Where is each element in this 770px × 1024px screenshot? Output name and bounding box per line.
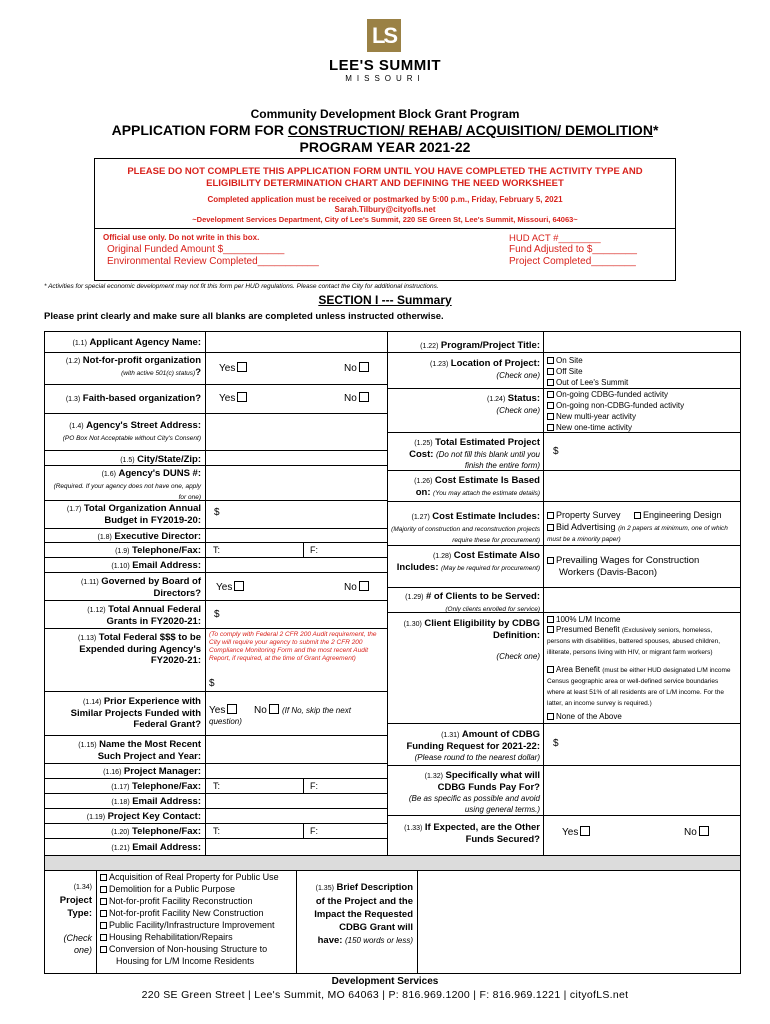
telephone-fax-label-1: (1.9) Telephone/Fax:: [115, 545, 201, 556]
faith-based-no-checkbox[interactable]: [359, 392, 369, 402]
type-option-infrastructure[interactable]: Public Facility/Infrastructure Improvement: [100, 920, 275, 931]
key-contact-label: (1.19) Project Key Contact:: [86, 811, 201, 822]
federal-expended-value[interactable]: $: [209, 678, 215, 689]
eligibility-option-none[interactable]: None of the Above: [547, 711, 622, 722]
cost-option-prevailing-wages[interactable]: Prevailing Wages for Construction Workers (Davis-Bacon): [547, 555, 699, 579]
board-yes-checkbox[interactable]: [234, 581, 244, 591]
board-no-checkbox[interactable]: [359, 581, 369, 591]
board-yes[interactable]: Yes: [216, 581, 244, 593]
status-label: (1.24) Status: (Check one): [486, 393, 540, 415]
status-option-new-one-time[interactable]: New one-time activity: [547, 422, 632, 433]
program-year: PROGRAM YEAR 2021-22: [299, 139, 471, 155]
project-manager-label: (1.16) Project Manager:: [103, 766, 201, 777]
prior-experience-yes[interactable]: Yes: [209, 704, 237, 716]
section-title: SECTION I --- Summary: [318, 293, 452, 307]
other-funds-no[interactable]: No: [684, 826, 709, 838]
applicant-agency-name-field[interactable]: [206, 332, 386, 352]
faith-based-yes-checkbox[interactable]: [237, 392, 247, 402]
funding-request-value[interactable]: $: [553, 738, 559, 749]
clients-served-label: (1.29) # of Clients to be Served: (Only clients enrolled for service): [405, 591, 540, 613]
nonprofit-no-checkbox[interactable]: [359, 362, 369, 372]
city-state-zip-label: (1.5) City/State/Zip:: [120, 454, 201, 465]
telephone-fax-label-2: (1.17) Telephone/Fax:: [111, 781, 201, 792]
program-name: Community Development Block Grant Program: [250, 107, 520, 121]
location-option-out-of-ls[interactable]: Out of Lee's Summit: [547, 377, 628, 388]
notice-line-2: ELIGIBILITY DETERMINATION CHART AND DEFINING THE NEED WORKSHEET: [206, 178, 564, 189]
official-environmental-review: Environmental Review Completed___________: [107, 256, 319, 267]
brief-description-field[interactable]: [418, 871, 740, 973]
email-label-2: (1.18) Email Address:: [111, 796, 201, 807]
nonprofit-no[interactable]: No: [344, 362, 369, 374]
notice-deadline: Completed application must be received or postmarked by 5:00 p.m., Friday, February 5, 2021: [207, 195, 563, 204]
email-label-1: (1.10) Email Address:: [111, 560, 201, 571]
cost-includes-label: (1.27) Cost Estimate Includes: (Majority of construction and reconstruction projects require these for procurement): [391, 511, 540, 544]
funding-request-label: (1.31) Amount of CDBG Funding Request for 2021-22: (Please round to the nearest dollar): [406, 729, 540, 762]
official-original-funded: Original Funded Amount $___________: [107, 244, 285, 255]
other-funds-no-checkbox[interactable]: [699, 826, 709, 836]
cost-also-includes-label: (1.28) Cost Estimate Also Includes: (May be required for procurement): [396, 550, 540, 573]
eligibility-option-100-lm[interactable]: 100% L/M Income: [547, 614, 620, 625]
city-logo-mark: LS: [367, 19, 401, 52]
city-logo-name: LEE'S SUMMIT: [328, 57, 442, 74]
prior-experience-skip-note: (If No, skip the next question): [209, 706, 351, 726]
client-eligibility-label: (1.30) Client Eligibility by CDBG Definition: (Check one): [403, 618, 540, 661]
other-funds-yes-checkbox[interactable]: [580, 826, 590, 836]
annual-budget-value[interactable]: $: [214, 507, 220, 518]
applicant-agency-name-label: (1.1) Applicant Agency Name:: [72, 337, 201, 348]
telephone-3[interactable]: T:: [213, 826, 221, 836]
type-option-demolition[interactable]: Demolition for a Public Purpose: [100, 884, 235, 895]
faith-based-label: (1.3) Faith-based organization?: [65, 393, 201, 404]
form-title: APPLICATION FORM FOR CONSTRUCTION/ REHAB/ ACQUISITION/ DEMOLITION*: [111, 122, 659, 138]
board-label: (1.11) Governed by Board of Directors?: [80, 576, 201, 599]
federal-grants-label: (1.12) Total Annual Federal Grants in FY2020-21:: [87, 604, 201, 627]
official-fund-adjusted: Fund Adjusted to $________: [509, 244, 637, 255]
official-heading: Official use only. Do not write in this box.: [103, 233, 260, 242]
project-title-label: (1.22) Program/Project Title:: [420, 340, 540, 351]
official-hud-act: HUD ACT #________: [509, 233, 601, 244]
nonprofit-label: (1.2) Not-for-profit organization (with active 501(c) status)?: [65, 355, 201, 378]
annual-budget-label: (1.7) Total Organization Annual Budget in FY2019-20:: [66, 503, 201, 526]
federal-grants-value[interactable]: $: [214, 609, 220, 620]
cost-basis-label: (1.26) Cost Estimate Is Based on: (You may attach the estimate details): [414, 475, 540, 498]
eligibility-option-area-benefit[interactable]: Area Benefit (must be either HUD designated L/M income Census geographic area or well-defined service boundaries where at least 51% of all residents are of L/M income. For the latter, an income survey is required.): [547, 665, 731, 707]
telephone-2[interactable]: T:: [213, 781, 221, 791]
type-option-conversion[interactable]: Conversion of Non-housing Structure to: [100, 944, 267, 955]
type-option-housing-rehab[interactable]: Housing Rehabilitation/Repairs: [100, 932, 233, 943]
board-no[interactable]: No: [344, 581, 369, 593]
nonprofit-yes[interactable]: Yes: [219, 362, 247, 374]
type-option-reconstruction[interactable]: Not-for-profit Facility Reconstruction: [100, 896, 253, 907]
status-option-ongoing-non-cdbg[interactable]: On-going non-CDBG-funded activity: [547, 400, 684, 411]
brief-description-label: (1.35) Brief Description of the Project and the Impact the Requested CDBG Grant will have: (150 words or less): [314, 882, 413, 946]
cost-option-property-survey[interactable]: Property Survey: [547, 510, 621, 521]
footer-department: Development Services: [331, 976, 439, 987]
official-project-completed: Project Completed________: [509, 256, 636, 267]
nonprofit-yes-checkbox[interactable]: [237, 362, 247, 372]
location-label: (1.23) Location of Project: (Check one): [429, 358, 540, 380]
email-label-3: (1.21) Email Address:: [111, 842, 201, 853]
location-option-on-site[interactable]: On Site: [547, 355, 583, 366]
duns-label: (1.6) Agency's DUNS #: (Required. If your agency does not have one, apply for one): [53, 468, 201, 501]
telephone-1[interactable]: T:: [213, 545, 221, 555]
section-instruction: Please print clearly and make sure all blanks are completed unless instructed otherwise.: [44, 311, 444, 322]
location-option-off-site[interactable]: Off Site: [547, 366, 583, 377]
separator-band: [45, 855, 740, 870]
footer-address: 220 SE Green Street | Lee's Summit, MO 64063 | P: 816.969.1200 | F: 816.969.1221 | cityofLS.net: [141, 989, 629, 1001]
funds-pay-for-label: (1.32) Specifically what will CDBG Funds Pay For? (Be as specific as possible and avoid using general terms.): [408, 770, 540, 814]
status-option-ongoing-cdbg[interactable]: On-going CDBG-funded activity: [547, 389, 668, 400]
notice-email[interactable]: Sarah.Tilbury@cityofls.net: [334, 205, 436, 214]
type-option-new-construction[interactable]: Not-for-profit Facility New Construction: [100, 908, 264, 919]
estimated-cost-value[interactable]: $: [553, 446, 559, 457]
fax-3[interactable]: F:: [310, 826, 318, 836]
other-funds-yes[interactable]: Yes: [562, 826, 590, 838]
column-divider: [387, 331, 388, 855]
notice-line-1: PLEASE DO NOT COMPLETE THIS APPLICATION FORM UNTIL YOU HAVE COMPLETED THE ACTIVITY TYPE AND: [127, 166, 643, 177]
notice-divider: [94, 228, 676, 229]
fax-2[interactable]: F:: [310, 781, 318, 791]
street-address-label: (1.4) Agency's Street Address: (PO Box Not Acceptable without City's Consent): [62, 420, 201, 442]
prior-experience-label: (1.14) Prior Experience with Similar Projects Funded with Federal Grant?: [70, 696, 201, 730]
city-logo-state: MISSOURI: [345, 74, 425, 83]
eligibility-option-presumed[interactable]: Presumed Benefit (Exclusively seniors, homeless, persons with disabilities, battered spouses, abused children, illiterate, persons living with HIV, or migrant farm workers): [547, 625, 721, 656]
telephone-fax-label-3: (1.20) Telephone/Fax:: [111, 826, 201, 837]
cost-option-engineering-design[interactable]: Engineering Design: [634, 510, 722, 521]
executive-director-label: (1.8) Executive Director:: [97, 531, 201, 542]
cost-option-bid-advertising[interactable]: Bid Advertising (in 2 papers at minimum, one of which must be a minority paper): [547, 522, 728, 543]
other-funds-label: (1.33) If Expected, are the Other Funds Secured?: [404, 822, 540, 845]
project-type-label: (1.34) Project Type: (Check one): [59, 884, 92, 955]
federal-expended-note: (To comply with Federal 2 CFR 200 Audit requirement, the City will require your agency to submit the 2 CFR 200 Compliance Monitoring Form and the most recent Audit Report, if required, at the time of Grant Agreement): [209, 631, 377, 662]
estimated-cost-label: (1.25) Total Estimated Project Cost: (Do not fill this blank until you finish the entire form): [409, 437, 540, 470]
federal-expended-label: (1.13) Total Federal $$$ to be Expended during Agency's FY2020-21:: [77, 632, 201, 666]
prior-experience-no[interactable]: No: [254, 704, 279, 716]
footnote: * Activities for special economic development may not fit this form per HUD regulations. Please contact the City for additional instructions.: [44, 283, 439, 290]
fax-1[interactable]: F:: [310, 545, 318, 555]
notice-address: ~Development Services Department, City of Lee's Summit, 220 SE Green St, Lee's Summit, Missouri, 64063~: [192, 215, 578, 224]
type-option-conversion-tail: Housing for L/M Income Residents: [116, 956, 255, 966]
faith-based-no[interactable]: No: [344, 392, 369, 404]
faith-based-yes[interactable]: Yes: [219, 392, 247, 404]
type-option-acquisition[interactable]: Acquisition of Real Property for Public Use: [100, 872, 279, 883]
status-option-new-multi-year[interactable]: New multi-year activity: [547, 411, 636, 422]
recent-project-label: (1.15) Name the Most Recent Such Project and Year:: [78, 739, 201, 762]
